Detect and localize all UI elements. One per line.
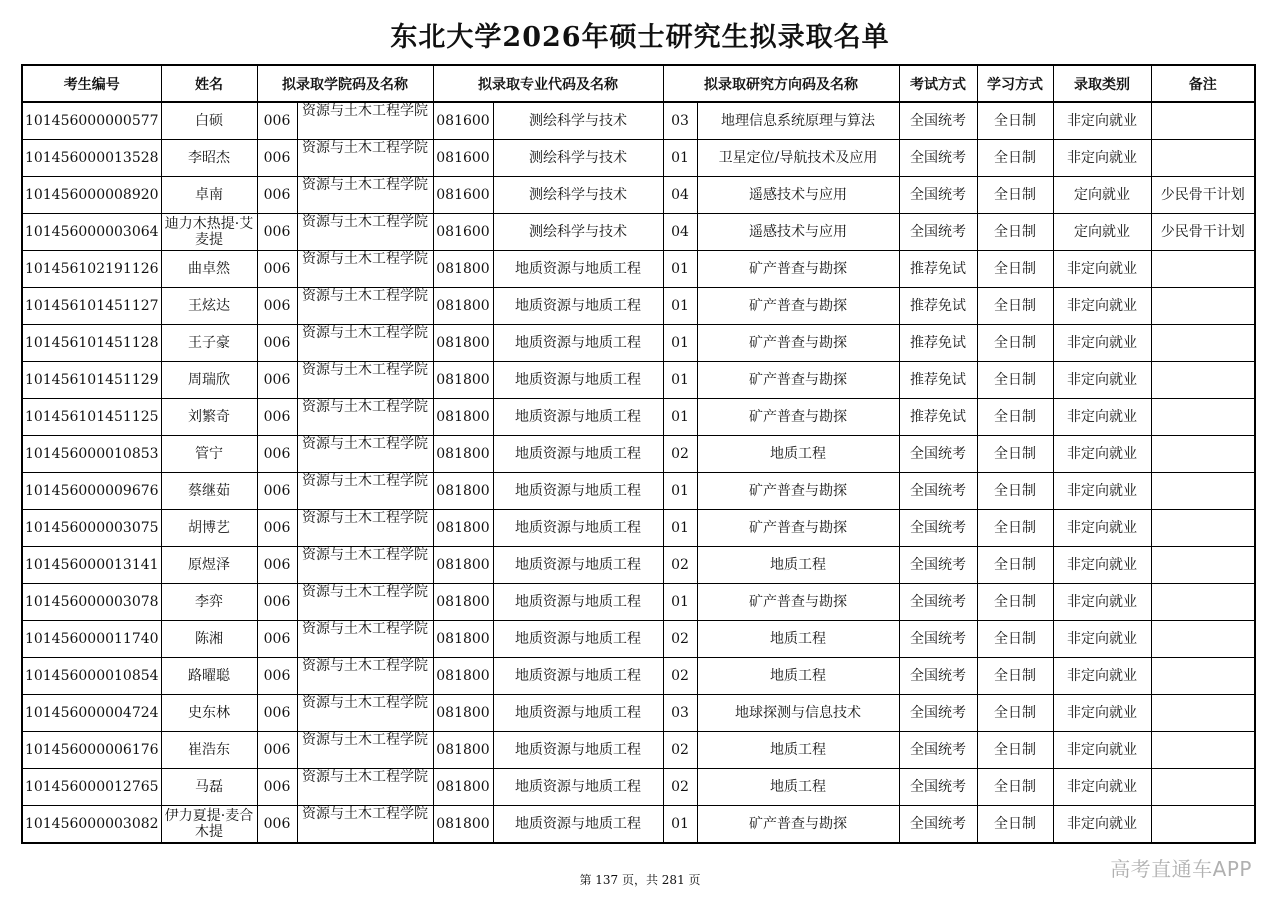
cell-exam-id: 101456000003064 xyxy=(22,214,161,251)
table-row xyxy=(22,436,1255,473)
cell-name: 卓南 xyxy=(161,177,257,214)
cell-direction-code: 02 xyxy=(663,621,697,658)
cell-study-mode: 全日制 xyxy=(977,473,1053,510)
cell-category: 非定向就业 xyxy=(1053,288,1151,325)
cell-exam-id: 101456000012765 xyxy=(22,769,161,806)
cell-major-name: 地质资源与地质工程 xyxy=(493,436,663,473)
cell-category: 定向就业 xyxy=(1053,177,1151,214)
table-row xyxy=(22,399,1255,436)
cell-school-code: 006 xyxy=(257,473,297,510)
cell-study-mode: 全日制 xyxy=(977,695,1053,732)
cell-major-code: 081800 xyxy=(433,510,493,547)
cell-school-name: 资源与土木工程学院 xyxy=(297,473,433,510)
cell-study-mode: 全日制 xyxy=(977,769,1053,806)
cell-school-code: 006 xyxy=(257,658,297,695)
cell-direction-name: 地质工程 xyxy=(697,621,899,658)
cell-direction-name: 矿产普查与勘探 xyxy=(697,399,899,436)
cell-direction-code: 01 xyxy=(663,806,697,844)
cell-category: 非定向就业 xyxy=(1053,510,1151,547)
cell-school-name: 资源与土木工程学院 xyxy=(297,658,433,695)
cell-category: 非定向就业 xyxy=(1053,102,1151,140)
cell-direction-name: 矿产普查与勘探 xyxy=(697,584,899,621)
cell-study-mode: 全日制 xyxy=(977,732,1053,769)
cell-school-name: 资源与土木工程学院 xyxy=(297,806,433,844)
cell-direction-name: 地球探测与信息技术 xyxy=(697,695,899,732)
cell-exam-type: 全国统考 xyxy=(899,621,977,658)
cell-name: 伊力夏提·麦合木提 xyxy=(161,806,257,844)
cell-school-name: 资源与土木工程学院 xyxy=(297,362,433,399)
cell-remark xyxy=(1151,584,1255,621)
cell-major-name: 地质资源与地质工程 xyxy=(493,732,663,769)
cell-name: 管宁 xyxy=(161,436,257,473)
cell-major-name: 测绘科学与技术 xyxy=(493,140,663,177)
cell-remark xyxy=(1151,806,1255,844)
cell-remark: 少民骨干计划 xyxy=(1151,214,1255,251)
cell-name: 陈湘 xyxy=(161,621,257,658)
cell-school-code: 006 xyxy=(257,325,297,362)
cell-major-code: 081800 xyxy=(433,436,493,473)
cell-name: 李弈 xyxy=(161,584,257,621)
cell-direction-code: 01 xyxy=(663,473,697,510)
table-row xyxy=(22,140,1255,177)
cell-direction-code: 01 xyxy=(663,510,697,547)
cell-direction-code: 01 xyxy=(663,399,697,436)
cell-major-code: 081800 xyxy=(433,769,493,806)
cell-major-name: 地质资源与地质工程 xyxy=(493,325,663,362)
cell-remark xyxy=(1151,621,1255,658)
cell-name: 史东林 xyxy=(161,695,257,732)
table-row xyxy=(22,732,1255,769)
cell-exam-id: 101456102191126 xyxy=(22,251,161,288)
cell-exam-id: 101456101451125 xyxy=(22,399,161,436)
cell-exam-type: 全国统考 xyxy=(899,473,977,510)
cell-major-code: 081800 xyxy=(433,695,493,732)
cell-name: 王炫达 xyxy=(161,288,257,325)
cell-exam-type: 全国统考 xyxy=(899,806,977,844)
cell-remark: 少民骨干计划 xyxy=(1151,177,1255,214)
table-row xyxy=(22,806,1255,844)
table-row xyxy=(22,288,1255,325)
cell-category: 非定向就业 xyxy=(1053,695,1151,732)
cell-school-name: 资源与土木工程学院 xyxy=(297,102,433,140)
cell-study-mode: 全日制 xyxy=(977,806,1053,844)
cell-major-name: 地质资源与地质工程 xyxy=(493,621,663,658)
cell-name: 蔡继茹 xyxy=(161,473,257,510)
cell-category: 定向就业 xyxy=(1053,214,1151,251)
cell-school-code: 006 xyxy=(257,732,297,769)
cell-school-code: 006 xyxy=(257,251,297,288)
cell-major-code: 081600 xyxy=(433,102,493,140)
table-row xyxy=(22,251,1255,288)
cell-major-code: 081800 xyxy=(433,658,493,695)
cell-direction-name: 矿产普查与勘探 xyxy=(697,325,899,362)
cell-category: 非定向就业 xyxy=(1053,547,1151,584)
cell-school-code: 006 xyxy=(257,769,297,806)
cell-exam-type: 全国统考 xyxy=(899,695,977,732)
table-row xyxy=(22,695,1255,732)
cell-direction-code: 04 xyxy=(663,214,697,251)
cell-direction-code: 02 xyxy=(663,769,697,806)
cell-category: 非定向就业 xyxy=(1053,436,1151,473)
cell-remark xyxy=(1151,658,1255,695)
page-title: 东北大学2026年硕士研究生拟录取名单 xyxy=(390,22,890,53)
cell-study-mode: 全日制 xyxy=(977,102,1053,140)
cell-school-name: 资源与土木工程学院 xyxy=(297,621,433,658)
cell-school-name: 资源与土木工程学院 xyxy=(297,399,433,436)
cell-school-code: 006 xyxy=(257,547,297,584)
cell-major-name: 测绘科学与技术 xyxy=(493,177,663,214)
cell-exam-type: 全国统考 xyxy=(899,214,977,251)
cell-name: 迪力木热提·艾麦提 xyxy=(161,214,257,251)
table-row xyxy=(22,584,1255,621)
cell-direction-name: 地质工程 xyxy=(697,658,899,695)
cell-school-code: 006 xyxy=(257,288,297,325)
cell-school-name: 资源与土木工程学院 xyxy=(297,177,433,214)
cell-study-mode: 全日制 xyxy=(977,140,1053,177)
cell-major-name: 地质资源与地质工程 xyxy=(493,695,663,732)
cell-category: 非定向就业 xyxy=(1053,806,1151,844)
cell-exam-id: 101456101451129 xyxy=(22,362,161,399)
cell-exam-type: 全国统考 xyxy=(899,436,977,473)
cell-exam-type: 全国统考 xyxy=(899,658,977,695)
cell-study-mode: 全日制 xyxy=(977,658,1053,695)
table-row xyxy=(22,621,1255,658)
cell-remark xyxy=(1151,102,1255,140)
cell-major-code: 081800 xyxy=(433,621,493,658)
header-category: 录取类别 xyxy=(1053,65,1151,102)
table-row xyxy=(22,177,1255,214)
cell-exam-type: 推荐免试 xyxy=(899,251,977,288)
header-name: 姓名 xyxy=(161,65,257,102)
cell-direction-code: 02 xyxy=(663,658,697,695)
cell-direction-name: 矿产普查与勘探 xyxy=(697,473,899,510)
cell-major-code: 081600 xyxy=(433,214,493,251)
table-row xyxy=(22,473,1255,510)
cell-major-code: 081800 xyxy=(433,251,493,288)
cell-exam-id: 101456000013528 xyxy=(22,140,161,177)
cell-exam-type: 推荐免试 xyxy=(899,399,977,436)
cell-category: 非定向就业 xyxy=(1053,732,1151,769)
cell-study-mode: 全日制 xyxy=(977,214,1053,251)
cell-school-name: 资源与土木工程学院 xyxy=(297,510,433,547)
cell-exam-id: 101456000004724 xyxy=(22,695,161,732)
cell-direction-name: 矿产普查与勘探 xyxy=(697,288,899,325)
cell-major-code: 081800 xyxy=(433,325,493,362)
cell-major-name: 地质资源与地质工程 xyxy=(493,769,663,806)
table-header-row xyxy=(22,65,1255,102)
cell-major-name: 地质资源与地质工程 xyxy=(493,806,663,844)
cell-direction-code: 03 xyxy=(663,695,697,732)
cell-exam-type: 推荐免试 xyxy=(899,288,977,325)
cell-direction-code: 04 xyxy=(663,177,697,214)
cell-school-code: 006 xyxy=(257,362,297,399)
cell-study-mode: 全日制 xyxy=(977,399,1053,436)
cell-exam-id: 101456000003082 xyxy=(22,806,161,844)
cell-school-code: 006 xyxy=(257,399,297,436)
cell-category: 非定向就业 xyxy=(1053,251,1151,288)
cell-study-mode: 全日制 xyxy=(977,177,1053,214)
cell-major-code: 081600 xyxy=(433,140,493,177)
header-remark: 备注 xyxy=(1151,65,1255,102)
cell-direction-name: 地质工程 xyxy=(697,547,899,584)
cell-exam-id: 101456101451127 xyxy=(22,288,161,325)
cell-remark xyxy=(1151,288,1255,325)
cell-exam-id: 101456000010853 xyxy=(22,436,161,473)
cell-school-name: 资源与土木工程学院 xyxy=(297,732,433,769)
cell-school-code: 006 xyxy=(257,177,297,214)
cell-major-name: 地质资源与地质工程 xyxy=(493,584,663,621)
cell-school-name: 资源与土木工程学院 xyxy=(297,325,433,362)
table-row xyxy=(22,214,1255,251)
table-row xyxy=(22,325,1255,362)
cell-name: 王子豪 xyxy=(161,325,257,362)
table-row xyxy=(22,362,1255,399)
cell-direction-code: 01 xyxy=(663,362,697,399)
cell-category: 非定向就业 xyxy=(1053,658,1151,695)
cell-major-name: 地质资源与地质工程 xyxy=(493,399,663,436)
cell-study-mode: 全日制 xyxy=(977,547,1053,584)
cell-exam-id: 101456000011740 xyxy=(22,621,161,658)
cell-major-name: 地质资源与地质工程 xyxy=(493,473,663,510)
cell-school-code: 006 xyxy=(257,584,297,621)
cell-direction-name: 地质工程 xyxy=(697,732,899,769)
cell-remark xyxy=(1151,436,1255,473)
cell-direction-code: 01 xyxy=(663,140,697,177)
cell-study-mode: 全日制 xyxy=(977,436,1053,473)
cell-major-name: 地质资源与地质工程 xyxy=(493,510,663,547)
cell-exam-type: 全国统考 xyxy=(899,177,977,214)
cell-name: 白硕 xyxy=(161,102,257,140)
cell-exam-id: 101456000003078 xyxy=(22,584,161,621)
cell-remark xyxy=(1151,769,1255,806)
cell-name: 路曜聪 xyxy=(161,658,257,695)
cell-remark xyxy=(1151,732,1255,769)
cell-exam-type: 推荐免试 xyxy=(899,362,977,399)
cell-direction-name: 矿产普查与勘探 xyxy=(697,362,899,399)
cell-name: 胡博艺 xyxy=(161,510,257,547)
cell-school-name: 资源与土木工程学院 xyxy=(297,436,433,473)
cell-category: 非定向就业 xyxy=(1053,473,1151,510)
cell-name: 周瑞欣 xyxy=(161,362,257,399)
cell-exam-type: 全国统考 xyxy=(899,584,977,621)
cell-exam-id: 101456000000577 xyxy=(22,102,161,140)
cell-study-mode: 全日制 xyxy=(977,325,1053,362)
cell-major-code: 081800 xyxy=(433,732,493,769)
cell-school-code: 006 xyxy=(257,214,297,251)
cell-direction-name: 地质工程 xyxy=(697,769,899,806)
cell-major-code: 081800 xyxy=(433,806,493,844)
cell-exam-id: 101456101451128 xyxy=(22,325,161,362)
cell-exam-id: 101456000008920 xyxy=(22,177,161,214)
cell-major-code: 081800 xyxy=(433,584,493,621)
cell-direction-code: 02 xyxy=(663,732,697,769)
cell-direction-name: 矿产普查与勘探 xyxy=(697,251,899,288)
table-row xyxy=(22,547,1255,584)
cell-school-code: 006 xyxy=(257,510,297,547)
table-body xyxy=(22,102,1255,843)
cell-study-mode: 全日制 xyxy=(977,288,1053,325)
cell-category: 非定向就业 xyxy=(1053,325,1151,362)
header-direction: 拟录取研究方向码及名称 xyxy=(663,65,899,102)
cell-direction-code: 02 xyxy=(663,436,697,473)
cell-school-name: 资源与土木工程学院 xyxy=(297,251,433,288)
cell-exam-id: 101456000003075 xyxy=(22,510,161,547)
cell-major-code: 081600 xyxy=(433,177,493,214)
header-school: 拟录取学院码及名称 xyxy=(257,65,433,102)
cell-study-mode: 全日制 xyxy=(977,621,1053,658)
cell-school-code: 006 xyxy=(257,806,297,844)
cell-name: 李昭杰 xyxy=(161,140,257,177)
cell-school-code: 006 xyxy=(257,695,297,732)
header-major: 拟录取专业代码及名称 xyxy=(433,65,663,102)
cell-school-name: 资源与土木工程学院 xyxy=(297,288,433,325)
cell-direction-name: 卫星定位/导航技术及应用 xyxy=(697,140,899,177)
cell-name: 曲卓然 xyxy=(161,251,257,288)
cell-school-name: 资源与土木工程学院 xyxy=(297,695,433,732)
cell-exam-id: 101456000013141 xyxy=(22,547,161,584)
cell-exam-type: 全国统考 xyxy=(899,140,977,177)
cell-major-name: 测绘科学与技术 xyxy=(493,102,663,140)
watermark: 高考直通车APP xyxy=(1110,857,1252,881)
cell-category: 非定向就业 xyxy=(1053,584,1151,621)
table-row xyxy=(22,510,1255,547)
cell-direction-code: 03 xyxy=(663,102,697,140)
cell-exam-type: 全国统考 xyxy=(899,102,977,140)
cell-direction-code: 01 xyxy=(663,251,697,288)
cell-exam-type: 全国统考 xyxy=(899,547,977,584)
cell-major-code: 081800 xyxy=(433,362,493,399)
cell-study-mode: 全日制 xyxy=(977,362,1053,399)
cell-remark xyxy=(1151,140,1255,177)
cell-exam-type: 全国统考 xyxy=(899,732,977,769)
cell-exam-id: 101456000010854 xyxy=(22,658,161,695)
cell-exam-id: 101456000006176 xyxy=(22,732,161,769)
cell-direction-name: 矿产普查与勘探 xyxy=(697,806,899,844)
cell-exam-id: 101456000009676 xyxy=(22,473,161,510)
cell-school-name: 资源与土木工程学院 xyxy=(297,214,433,251)
admission-table xyxy=(21,64,1256,844)
cell-exam-type: 全国统考 xyxy=(899,769,977,806)
cell-remark xyxy=(1151,473,1255,510)
cell-direction-name: 遥感技术与应用 xyxy=(697,177,899,214)
cell-remark xyxy=(1151,362,1255,399)
cell-name: 刘繁奇 xyxy=(161,399,257,436)
cell-direction-code: 01 xyxy=(663,325,697,362)
cell-category: 非定向就业 xyxy=(1053,362,1151,399)
cell-study-mode: 全日制 xyxy=(977,510,1053,547)
cell-remark xyxy=(1151,695,1255,732)
cell-school-name: 资源与土木工程学院 xyxy=(297,584,433,621)
cell-exam-type: 全国统考 xyxy=(899,510,977,547)
cell-major-code: 081800 xyxy=(433,288,493,325)
cell-school-name: 资源与土木工程学院 xyxy=(297,140,433,177)
cell-major-name: 地质资源与地质工程 xyxy=(493,362,663,399)
cell-category: 非定向就业 xyxy=(1053,140,1151,177)
cell-category: 非定向就业 xyxy=(1053,399,1151,436)
cell-direction-name: 遥感技术与应用 xyxy=(697,214,899,251)
cell-school-code: 006 xyxy=(257,140,297,177)
cell-direction-name: 地理信息系统原理与算法 xyxy=(697,102,899,140)
cell-study-mode: 全日制 xyxy=(977,584,1053,621)
cell-school-code: 006 xyxy=(257,102,297,140)
cell-school-code: 006 xyxy=(257,621,297,658)
cell-name: 崔浩东 xyxy=(161,732,257,769)
page-number: 第 137 页，共 281 页 xyxy=(579,873,701,887)
cell-study-mode: 全日制 xyxy=(977,251,1053,288)
table-row xyxy=(22,102,1255,140)
header-study-mode: 学习方式 xyxy=(977,65,1053,102)
cell-direction-code: 01 xyxy=(663,584,697,621)
cell-category: 非定向就业 xyxy=(1053,621,1151,658)
header-exam-type: 考试方式 xyxy=(899,65,977,102)
cell-remark xyxy=(1151,547,1255,584)
cell-direction-name: 矿产普查与勘探 xyxy=(697,510,899,547)
cell-major-name: 地质资源与地质工程 xyxy=(493,288,663,325)
cell-direction-code: 01 xyxy=(663,288,697,325)
cell-major-name: 地质资源与地质工程 xyxy=(493,547,663,584)
cell-remark xyxy=(1151,251,1255,288)
cell-major-name: 地质资源与地质工程 xyxy=(493,251,663,288)
cell-remark xyxy=(1151,325,1255,362)
cell-direction-name: 地质工程 xyxy=(697,436,899,473)
cell-major-name: 地质资源与地质工程 xyxy=(493,658,663,695)
cell-name: 马磊 xyxy=(161,769,257,806)
cell-major-name: 测绘科学与技术 xyxy=(493,214,663,251)
cell-major-code: 081800 xyxy=(433,473,493,510)
cell-school-name: 资源与土木工程学院 xyxy=(297,769,433,806)
cell-major-code: 081800 xyxy=(433,399,493,436)
cell-school-name: 资源与土木工程学院 xyxy=(297,547,433,584)
cell-exam-type: 推荐免试 xyxy=(899,325,977,362)
cell-major-code: 081800 xyxy=(433,547,493,584)
cell-direction-code: 02 xyxy=(663,547,697,584)
table-row xyxy=(22,769,1255,806)
header-exam-id: 考生编号 xyxy=(22,65,161,102)
cell-school-code: 006 xyxy=(257,436,297,473)
cell-remark xyxy=(1151,399,1255,436)
cell-remark xyxy=(1151,510,1255,547)
cell-name: 原煜泽 xyxy=(161,547,257,584)
cell-category: 非定向就业 xyxy=(1053,769,1151,806)
table-row xyxy=(22,658,1255,695)
